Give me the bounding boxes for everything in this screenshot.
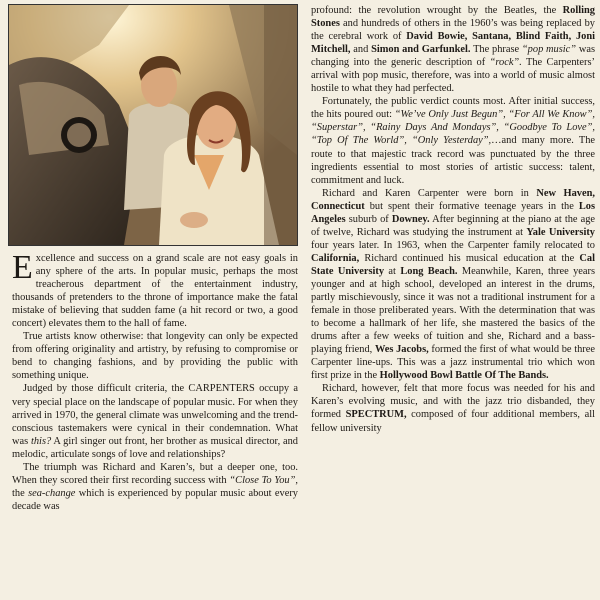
paragraph: Richard, however, felt that more focus was needed for his and Karen’s evolving music, and with the jazz trio disbanded, they formed SPECTRUM, composed of four additional members, all fellow university [311, 383, 596, 434]
paragraph: Richard and Karen Carpenter were born in New Haven, Connecticut but spent their formative teenage years in the Los Angeles suburb of Downey. After beginning at the piano at the age of twelve, Richard was studying the instrument at Yale University four years later. In 1963, when the Carpenter family relocated to California, Richard continued his musical education at the Cal State University at Long Beach. Meanwhile, Karen, three years younger and at high school, developed an interest in the drums, partly mischievously, since it was not a traditional instrument for a female in those preliberated years. With the determination that was to become a hallmark of her life, she mastered the basics of the drums after a few weeks of tuition and she, Richard and a bass-playing friend, Wes Jacobs, formed the first of what would be three Carpenter line-ups. This was a jazz instrumental trio which won first prize in the Hollywood Bowl Battle Of The Bands. [311, 187, 596, 382]
paragraph: The triumph was Richard and Karen’s, but a deeper one, too. When they scored their first recording success with “Close To You”, the sea-change which is experienced by popular music about every decade was [12, 461, 299, 512]
drop-cap: E [12, 249, 33, 286]
paragraph: Judged by those difficult criteria, the CARPENTERS occupy a very special place on the landscape of popular music. For when they arrived in 1970, the general climate was unwelcoming and the trend-conscious tastemakers were cynical in their condemnation. What was this? A girl singer out front, her brother as musical director, and melodic, articulate songs of love and relationships? [12, 383, 298, 460]
paragraph: True artists know otherwise: that longevity can only be expected from offering originality and artistry, by refusing to compromise or bend to changing fashions, and by providing the public with something unique. [12, 331, 298, 382]
paragraph: Fortunately, the public verdict counts most. After initial success, the hits poured out: “We’ve Only Just Begun”, “For All We Know”, “Superstar”, “Rainy Days And Mondays”, “Goodbye To Love”, “Top Of The World”, “Only Yesterday”,…and many more. The route to that majestic track record was punctuated by the three ingredients essential to most stories of artistic success: talent, commitment and luck. [311, 96, 595, 186]
right-column [311, 4, 595, 435]
left-column [12, 249, 299, 513]
intro-paragraph: Excellence and success on a grand scale are not easy goals in any sphere of the arts. In popular music, perhaps the most treacherous department of the entertainment industry, thousands of pretenders to the throne of importance make the fatal mistake of believing that sudden fame (a hit record or two, a good concert) elevates them to the hall of fame. [12, 249, 298, 330]
carpenters-photo [8, 4, 298, 246]
paragraph: profound: the revolution wrought by the Beatles, the Rolling Stones and hundreds of others in the 1960’s was being replaced by the cerebral work of David Bowie, Santana, Blind Faith, Joni Mitchell, and Simon and Garfunkel. The phrase “pop music” was changing into the generic description of “rock”. The Carpenters’ arrival with pop music, therefore, was into a world of music almost hostile to what they had perfected. [311, 5, 596, 95]
photo-illustration [9, 5, 297, 245]
